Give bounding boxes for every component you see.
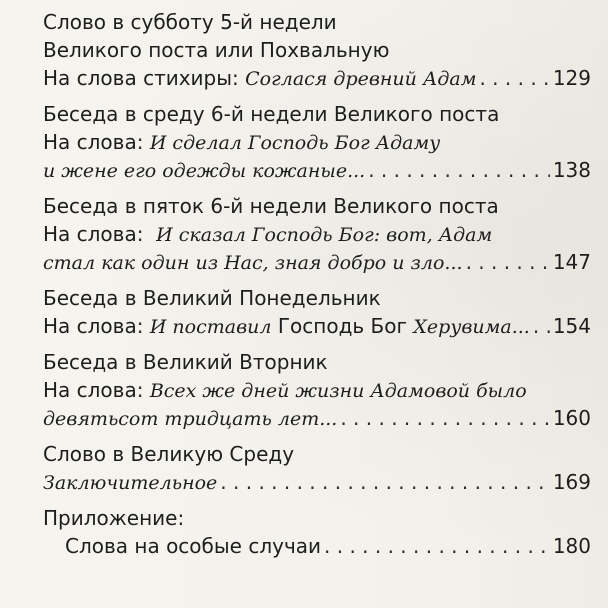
toc-entry-text-line	[43, 156, 591, 184]
toc-entry-text-line	[43, 312, 591, 340]
appendix-heading-text: Приложение:	[43, 506, 185, 530]
toc-entry-title	[43, 440, 591, 468]
toc-entry-title	[43, 8, 591, 36]
dot-leader	[220, 468, 550, 496]
quote-text: Всех же дней жизни Адамовой было	[149, 380, 527, 402]
toc-entry-title	[43, 284, 591, 312]
entry-title-line: Слово в Великую Среду	[43, 442, 295, 466]
on-words-label: На слова:	[43, 222, 144, 246]
toc-entry-text-line	[43, 64, 591, 92]
toc-entry-text-line	[43, 468, 591, 496]
dot-leader	[533, 312, 550, 340]
quote-text: стал как один из Нас, зная добро и зло...	[43, 252, 463, 274]
entry-title-line: Беседа в пяток 6-й недели Великого поста	[43, 194, 499, 218]
dot-leader	[324, 532, 550, 560]
on-words-label: На слова стихиры:	[43, 66, 239, 90]
toc-entry-title	[43, 36, 591, 64]
on-words-label: На слова:	[43, 130, 144, 154]
page-number[interactable]: 154	[552, 314, 591, 338]
dot-leader	[466, 248, 550, 276]
dot-leader	[479, 64, 549, 92]
on-words-label: На слова:	[43, 314, 144, 338]
table-of-contents	[43, 8, 591, 560]
toc-entry-text-line	[43, 404, 591, 432]
quote-text: и жене его одежды кожаные...	[43, 160, 366, 182]
dot-leader	[340, 404, 549, 432]
entry-title-line: Беседа в Великий Понедельник	[43, 286, 381, 310]
quote-text: И сказал Господь Бог: вот, Адам	[156, 224, 493, 246]
quote-text: Заключительное	[43, 472, 218, 494]
entry-title-line: Великого поста или Похвальную	[43, 38, 390, 62]
entry-title-line: Беседа в Великий Вторник	[43, 350, 328, 374]
entry-title-line: Слово в субботу 5-й недели	[43, 10, 337, 34]
toc-entry-text-line	[43, 220, 591, 248]
page-number[interactable]: 147	[552, 250, 591, 274]
appendix-item-text: Слова на особые случаи	[65, 534, 322, 558]
toc-entry-title	[43, 100, 591, 128]
quote-text-upright: Господь Бог	[271, 314, 414, 338]
page-number[interactable]: 180	[552, 534, 591, 558]
quote-text: И поставил	[149, 316, 272, 338]
toc-entry-title	[43, 348, 591, 376]
page-number[interactable]: 138	[552, 158, 591, 182]
on-words-label: На слова:	[43, 378, 144, 402]
toc-entry-title	[43, 192, 591, 220]
toc-entry-text-line	[43, 248, 591, 276]
quote-text: девятьсот тридцать лет...	[43, 408, 338, 430]
appendix-item	[43, 532, 591, 560]
quote-text: Херувима...	[413, 316, 530, 338]
dot-leader	[368, 156, 550, 184]
page-number[interactable]: 129	[552, 66, 591, 90]
entry-title-line: Беседа в среду 6-й недели Великого поста	[43, 102, 500, 126]
quote-text: Соглася древний Адам	[245, 68, 477, 90]
quote-text: И сделал Господь Бог Адаму	[149, 132, 441, 154]
toc-entry-text-line	[43, 128, 591, 156]
page-number[interactable]: 169	[552, 470, 591, 494]
appendix-heading	[43, 504, 591, 532]
page-number[interactable]: 160	[552, 406, 591, 430]
toc-entry-text-line	[43, 376, 591, 404]
